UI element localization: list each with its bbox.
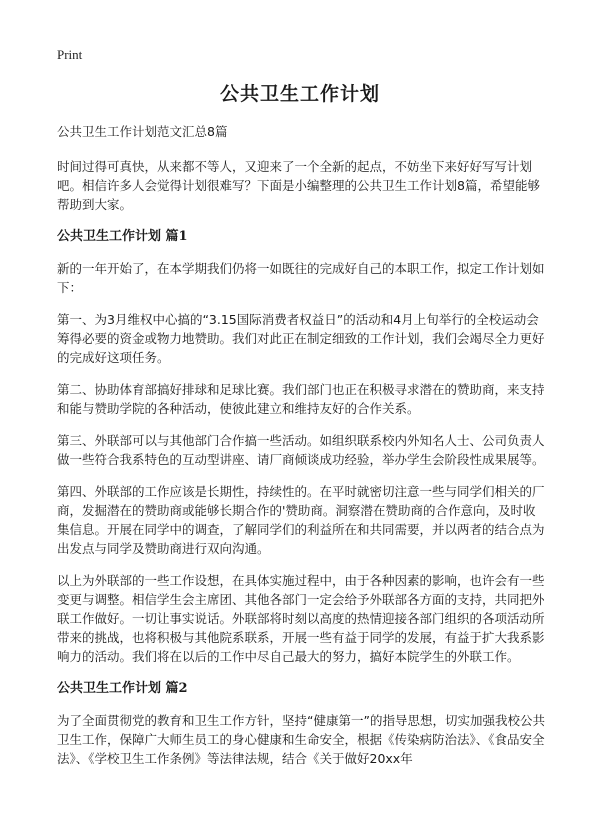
section-heading-1: 公共卫生工作计划 篇1: [57, 229, 188, 244]
section1-paragraph: 第四、外联部的工作应该是长期性，持续性的。在平时就密切注意一些与同学们相关的厂商，发掘潜在的赞助商或能够长期合作的'赞助商。洞察潜在赞助商的合作意向，及时收集信息。开展在同学中的调查，了解同学们的利益所在和共同需要，并以两者的结合点为出发点与同学及赞助商进行双向沟通。: [57, 484, 545, 556]
section1-paragraph: 新的一年开始了，在本学期我们仍将一如既往的完成好自己的本职工作，拟定工作计划如下：: [57, 261, 545, 295]
section2-paragraph: 为了全面贯彻党的教育和卫生工作方针，坚持“健康第一”的指导思想，切实加强我校公共卫生工作，保障广大师生员工的身心健康和生命安全，根据《传染病防治法》、《食品安全法》、《学校卫生工作条例》等法律法规，结合《关于做好20xx年: [57, 713, 545, 766]
section-heading-2: 公共卫生工作计划 篇2: [57, 681, 188, 696]
section1-paragraph: 第一、为3月维权中心搞的“3.15国际消费者权益日”的活动和4月上旬举行的全校运动会筹得必要的资金或物力地赞助。我们对此正在制定细致的工作计划，我们会竭尽全力更好的完成好这项任务。: [57, 312, 545, 365]
print-link[interactable]: Print: [57, 47, 83, 62]
intro-paragraph: 时间过得可真快，从来都不等人，又迎来了一个全新的起点，不妨坐下来好好写写计划吧。相信许多人会觉得计划很难写？下面是小编整理的公共卫生工作计划8篇，希望能够帮助到大家。: [57, 159, 540, 212]
article-body: [57, 122, 547, 781]
page-title: 公共卫生工作计划: [219, 83, 380, 105]
section1-paragraph: 第三、外联部可以与其他部门合作搞一些活动。如组织联系校内外知名人士、公司负责人做一些符合我系特色的互动型讲座、请厂商倾谈成功经验，举办学生会阶段性成果展等。: [57, 433, 545, 467]
section1-paragraph: 第二、协助体育部搞好排球和足球比赛。我们部门也正在积极寻求潜在的赞助商，来支持和能与赞助学院的各种活动，使彼此建立和维持友好的合作关系。: [57, 382, 545, 416]
section1-paragraph: 以上为外联部的一些工作设想，在具体实施过程中，由于各种因素的影响，也许会有一些变更与调整。相信学生会主席团、其他各部门一定会给予外联部各方面的支持，共同把外联工作做好。一切让事实说话。外联部将时刻以高度的热情迎接各部门组织的各项活动所带来的挑战，也将积极与其他院系联系，开展一些有益于同学的发展，有益于扩大我系影响力的活动。我们将在以后的工作中尽自己最大的努力，搞好本院学生的外联工作。: [57, 573, 545, 664]
article-subtitle: 公共卫生工作计划范文汇总8篇: [57, 124, 228, 139]
